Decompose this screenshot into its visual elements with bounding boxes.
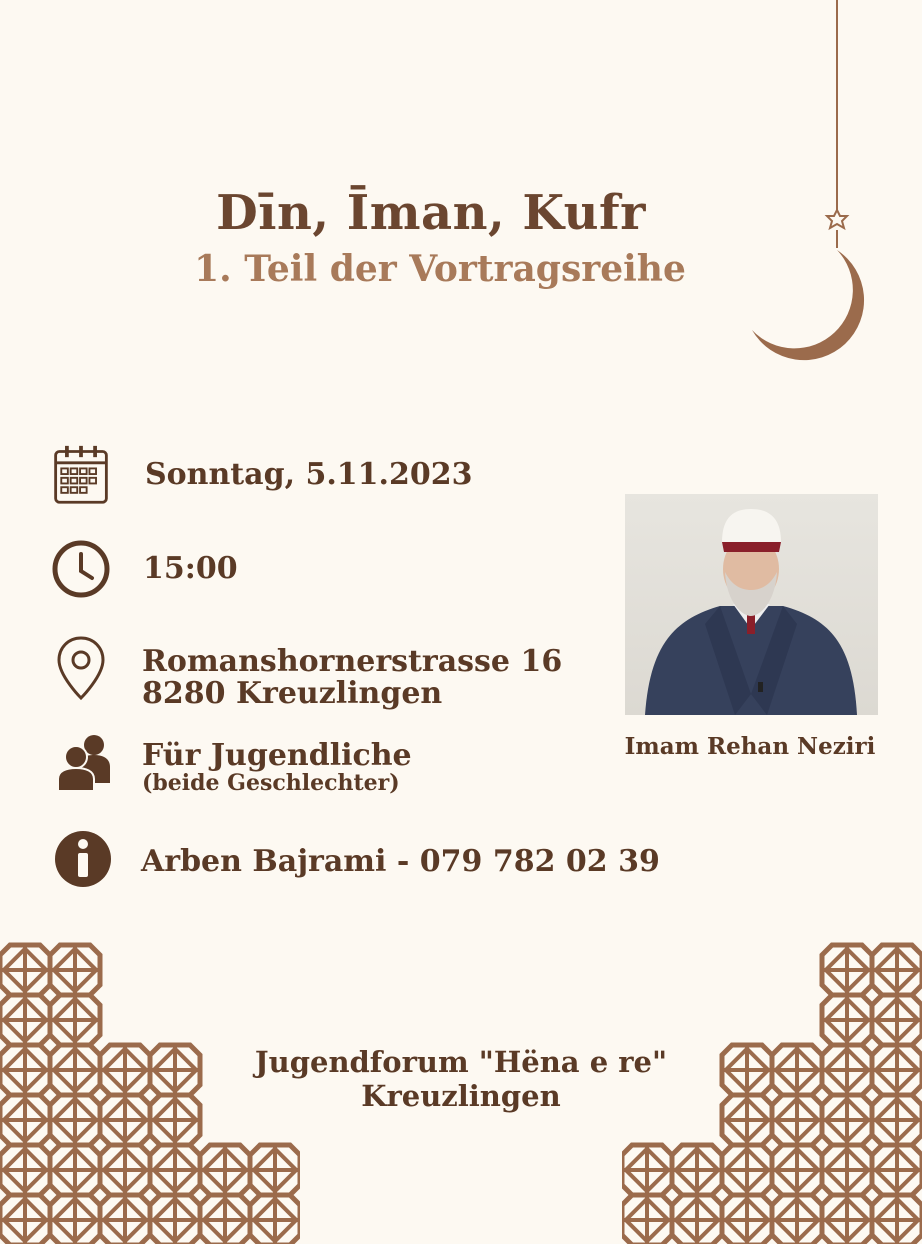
page-subtitle: 1. Teil der Vortragsreihe — [194, 248, 686, 290]
speaker-name: Imam Rehan Neziri — [624, 733, 876, 760]
audience-note: (beide Geschlechter) — [142, 770, 400, 796]
location-pin-icon — [55, 634, 107, 702]
people-icon — [56, 733, 114, 795]
audience-label: Für Jugendliche — [142, 738, 412, 773]
organizer — [0, 1045, 922, 1113]
calendar-icon — [50, 444, 112, 506]
contact-info: Arben Bajrami - 079 782 02 39 — [141, 844, 660, 879]
address-line-1: Romanshornerstrasse 16 — [142, 644, 563, 679]
organizer-name: Jugendforum "Hëna e re" — [254, 1045, 668, 1079]
event-time: 15:00 — [143, 551, 238, 586]
page-title: Dīn, Īman, Kufr — [216, 185, 646, 241]
clock-icon — [50, 538, 112, 600]
speaker-photo — [625, 494, 878, 715]
organizer-city: Kreuzlingen — [361, 1079, 561, 1113]
info-icon — [53, 829, 113, 889]
address-line-2: 8280 Kreuzlingen — [142, 676, 443, 711]
event-date: Sonntag, 5.11.2023 — [145, 457, 473, 492]
